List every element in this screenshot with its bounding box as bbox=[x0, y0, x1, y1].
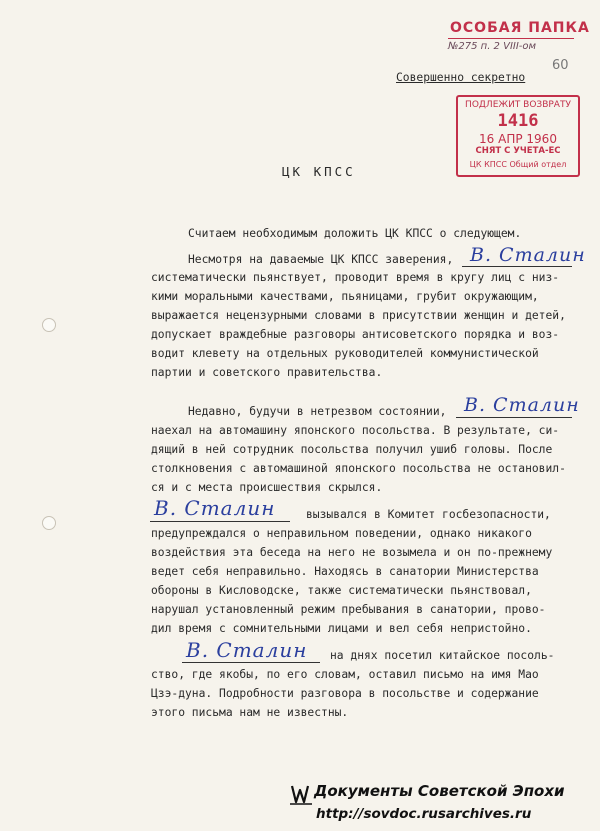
text-line: дящий в ней сотрудник посольства получил ушиб головы. После bbox=[151, 443, 553, 456]
text-line: этого письма нам не известны. bbox=[151, 706, 349, 719]
handwritten-name-2: В. Сталин bbox=[464, 394, 580, 416]
text-line: выражается нецензурными словами в присутствии женщин и детей, bbox=[151, 309, 566, 322]
handwritten-name-1: В. Сталин bbox=[470, 244, 586, 266]
text-line: Цзэ-дуна. Подробности разговора в посольстве и содержание bbox=[151, 687, 539, 700]
return-stamp bbox=[456, 95, 580, 177]
text-line: предупреждался о неправильном поведении, однако никакого bbox=[151, 527, 532, 540]
footer-title: Документы Советской Эпохи bbox=[314, 782, 565, 800]
paragraph-1: Считаем необходимым доложить ЦК КПСС о следующем. bbox=[188, 227, 522, 240]
special-folder-note: №275 п. 2 VIII-ом bbox=[448, 41, 537, 52]
handwritten-name-3: В. Сталин bbox=[154, 496, 276, 520]
return-stamp-date: 16 АПР 1960 bbox=[479, 132, 557, 146]
paragraph-2-first: Несмотря на даваемые ЦК КПСС заверения, bbox=[188, 253, 454, 266]
fill-line-4 bbox=[182, 662, 320, 663]
fill-line-1 bbox=[462, 266, 572, 267]
return-stamp-line4: ЦК КПСС Общий отдел bbox=[469, 160, 567, 169]
fill-line-3 bbox=[150, 521, 290, 522]
text-line: нарушал установленный режим пребывания в санатории, прово- bbox=[151, 603, 546, 616]
return-stamp-line3: СНЯТ С УЧЕТА-ЕС bbox=[475, 146, 561, 156]
text-line: обороны в Кисловодске, также систематически пьянствовал, bbox=[151, 584, 532, 597]
text-line: допускает враждебные разговоры антисоветского порядка и воз- bbox=[151, 328, 560, 341]
punch-hole-bottom bbox=[42, 516, 56, 530]
addressee-heading: ЦК КПСС bbox=[282, 164, 356, 179]
text-line: воздействия эта беседа на него не возымела и он по-прежнему bbox=[151, 546, 553, 559]
return-stamp-line1: ПОДЛЕЖИТ ВОЗВРАТУ bbox=[465, 100, 571, 110]
paragraph-3-first: Недавно, будучи в нетрезвом состоянии, bbox=[188, 405, 447, 418]
paragraph-4-first: вызывался в Комитет госбезопасности, bbox=[306, 508, 551, 521]
text-line: ство, где якобы, по его словам, оставил письмо на имя Мао bbox=[151, 668, 539, 681]
fill-line-2 bbox=[456, 417, 572, 418]
text-line: столкновения с автомашиной японского посольства не остановил- bbox=[151, 462, 566, 475]
text-line: ся и с места происшествия скрылся. bbox=[151, 481, 383, 494]
archive-logo-icon bbox=[288, 782, 314, 806]
special-folder-underline bbox=[448, 38, 574, 39]
paragraph-5-first: на днях посетил китайское посоль- bbox=[330, 649, 555, 662]
return-stamp-number: 1416 bbox=[497, 111, 539, 131]
text-line: дил время с сомнительными лицами и вел себя непристойно. bbox=[151, 622, 532, 635]
text-line: наехал на автомашину японского посольства. В результате, си- bbox=[151, 424, 560, 437]
text-line: партии и советского правительства. bbox=[151, 366, 383, 379]
text-line: систематически пьянствует, проводит время в кругу лиц с низ- bbox=[151, 271, 560, 284]
text-line: водит клевету на отдельных руководителей коммунистической bbox=[151, 347, 539, 360]
text-line: кими моральными качествами, пьяницами, грубит окружающим, bbox=[151, 290, 539, 303]
punch-hole-top bbox=[42, 318, 56, 332]
classification-label: Совершенно секретно bbox=[396, 71, 526, 84]
handwritten-name-4: В. Сталин bbox=[186, 638, 308, 662]
page-number: 60 bbox=[552, 58, 569, 73]
footer-url[interactable]: http://sovdoc.rusarchives.ru bbox=[316, 806, 532, 822]
special-folder-stamp: ОСОБАЯ ПАПКА bbox=[450, 20, 590, 36]
text-line: ведет себя неправильно. Находясь в санатории Министерства bbox=[151, 565, 539, 578]
